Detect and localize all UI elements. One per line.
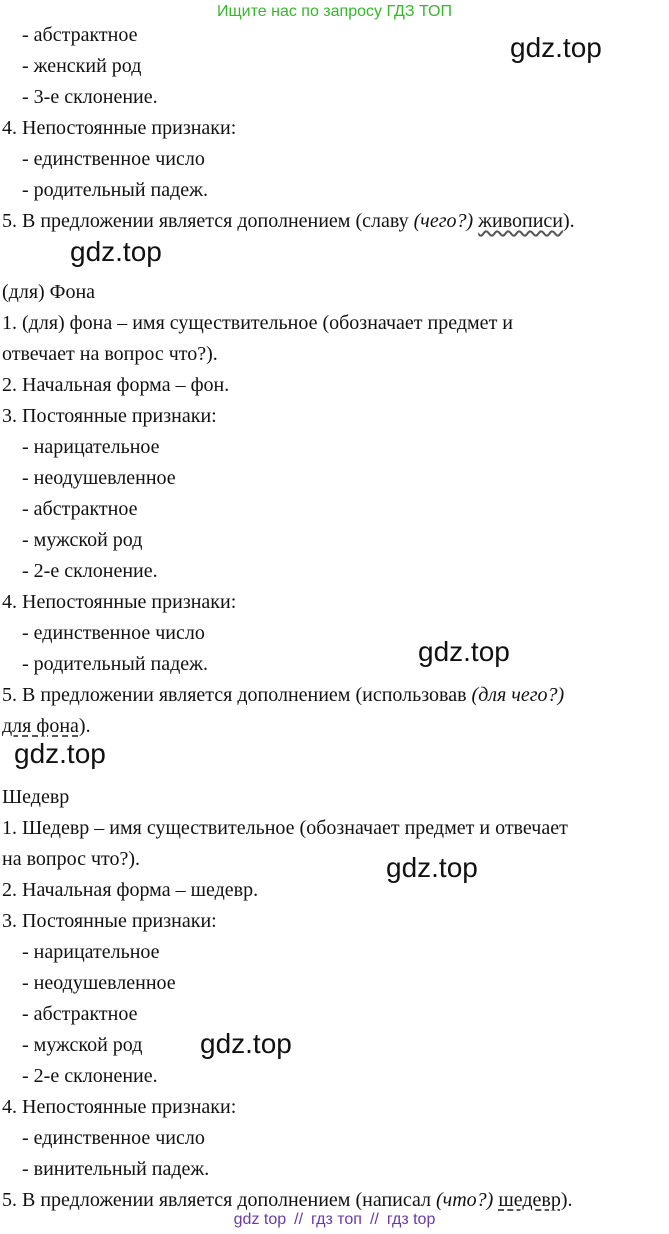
top-banner: Ищите нас по запросу ГДЗ ТОП	[217, 3, 452, 20]
text-line	[2, 681, 564, 709]
text-line: - абстрактное	[22, 24, 138, 46]
text-line: 1. (для) фона – имя существительное (обозначает предмет и	[2, 312, 514, 334]
underlined-word: шедевр	[498, 1189, 561, 1211]
text-segment: ).	[560, 1189, 573, 1211]
text-line: - нарицательное	[22, 941, 160, 963]
text-segment: 5. В предложении является дополнением (славу	[2, 210, 414, 232]
text-line: - 2-е склонение.	[22, 1065, 158, 1087]
text-line: отвечает на вопрос что?).	[2, 343, 218, 365]
text-line: - винительный падеж.	[22, 1158, 210, 1180]
text-line: - единственное число	[22, 622, 205, 644]
text-line: 4. Непостоянные признаки:	[2, 1096, 237, 1118]
footer-separator: //	[294, 1211, 304, 1228]
watermark: gdz.top	[386, 852, 478, 883]
text-line: 3. Постоянные признаки:	[2, 405, 217, 427]
question-text: (для чего?)	[471, 684, 565, 706]
text-segment: 5. В предложении является дополнением (написал	[2, 1189, 437, 1211]
text-line: 4. Непостоянные признаки:	[2, 117, 237, 139]
watermark: gdz.top	[418, 636, 510, 667]
text-line: - абстрактное	[22, 498, 138, 520]
text-line: - родительный падеж.	[22, 179, 208, 201]
underlined-word: для фона	[2, 715, 79, 737]
word-heading: (для) Фона	[2, 281, 96, 303]
text-line: - родительный падеж.	[22, 653, 208, 675]
footer-link[interactable]: гдз топ	[311, 1211, 362, 1228]
text-line: на вопрос что?).	[2, 848, 141, 870]
text-segment: ).	[78, 715, 91, 737]
text-line: 1. Шедевр – имя существительное (обозначает предмет и отвечает	[2, 817, 568, 839]
word-heading: Шедевр	[2, 786, 70, 808]
text-line: - единственное число	[22, 148, 205, 170]
text-line: - неодушевленное	[22, 972, 176, 994]
watermark: gdz.top	[14, 738, 106, 769]
text-line: - нарицательное	[22, 436, 160, 458]
text-line	[2, 207, 575, 235]
watermark: gdz.top	[70, 236, 162, 267]
text-line: - женский род	[22, 55, 142, 77]
text-line: - 2-е склонение.	[22, 560, 158, 582]
text-line: 2. Начальная форма – шедевр.	[2, 879, 259, 901]
text-line	[2, 712, 91, 740]
text-segment: 5. В предложении является дополнением (использовав	[2, 684, 472, 706]
text-line: - абстрактное	[22, 1003, 138, 1025]
text-line: - мужской род	[22, 529, 143, 551]
text-line: - неодушевленное	[22, 467, 176, 489]
text-segment: ).	[563, 210, 575, 232]
question-text: (что?)	[436, 1189, 494, 1211]
text-line: 2. Начальная форма – фон.	[2, 374, 230, 396]
underlined-word: живописи	[478, 210, 563, 232]
footer-link[interactable]: gdz top	[233, 1211, 287, 1228]
footer-separator: //	[369, 1211, 379, 1228]
watermark: gdz.top	[200, 1028, 292, 1059]
watermark: gdz.top	[510, 32, 602, 63]
text-line: - мужской род	[22, 1034, 143, 1056]
question-text: (чего?)	[413, 210, 474, 232]
text-line: 4. Непостоянные признаки:	[2, 591, 237, 613]
text-line: - 3-е склонение.	[22, 86, 158, 108]
footer-banner	[0, 1208, 669, 1232]
footer-link[interactable]: гдз top	[386, 1211, 436, 1228]
text-line: 3. Постоянные признаки:	[2, 910, 217, 932]
text-line: - единственное число	[22, 1127, 205, 1149]
